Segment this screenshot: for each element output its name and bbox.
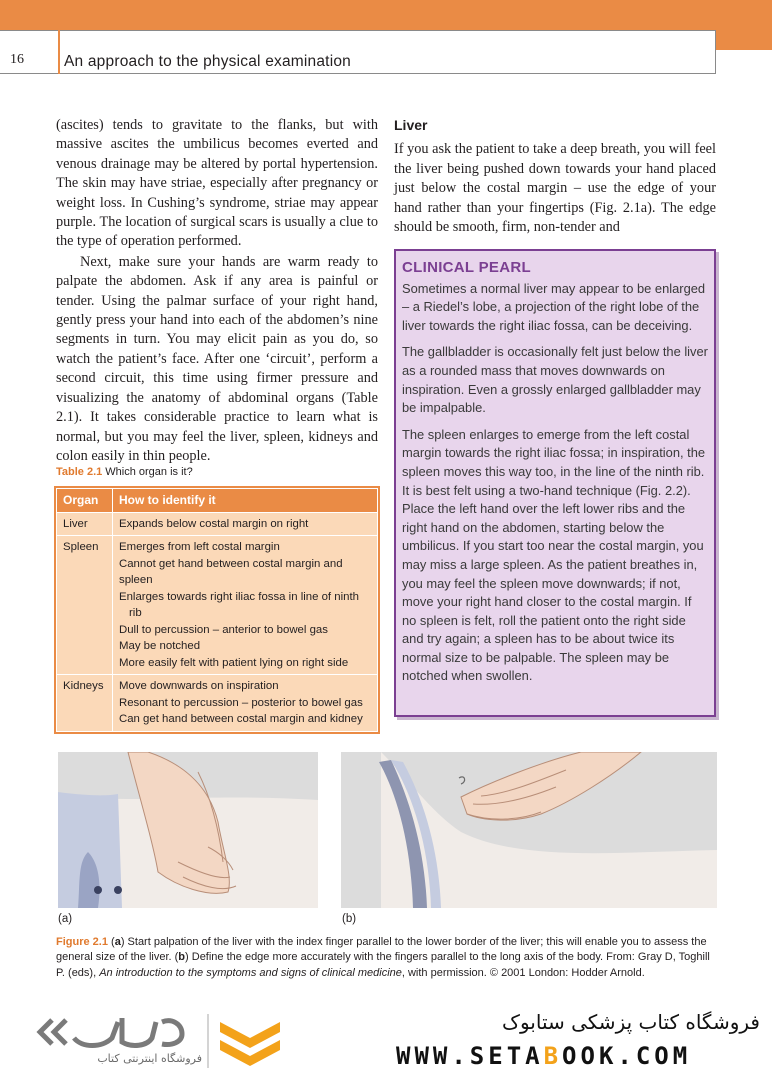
identify-item: More easily felt with patient lying on right side	[119, 656, 349, 669]
figure-2-1b-liver-edge-illustration	[341, 752, 717, 908]
header-divider	[58, 0, 60, 74]
identify-item: Move downwards on inspiration	[119, 680, 279, 692]
figure-2-1a-liver-palpation-illustration	[58, 752, 318, 908]
page-number: 16	[10, 52, 24, 67]
caption-text: ) Define the edge more accurately with the fingers parallel to the long axis of the body. From: Gray D, Toghill P. (eds),	[56, 951, 710, 979]
table-header-cell: Organ	[57, 489, 113, 513]
organ-identification-table	[56, 488, 378, 732]
url-accent-letter: B	[543, 1042, 563, 1070]
table-header-cell: How to identify it	[113, 489, 378, 513]
table-header-row	[57, 489, 378, 513]
identify-item: Dull to percussion – anterior to bowel gas	[119, 623, 328, 636]
section-heading-liver: Liver	[394, 117, 428, 133]
figure-label-b: (b)	[342, 913, 357, 925]
table-row	[57, 512, 378, 536]
identify-item: May be notched	[119, 640, 201, 652]
caption-book-title: An introduction to the symptoms and signs of clinical medicine	[99, 966, 402, 979]
table-caption-text: Which organ is it?	[105, 466, 193, 478]
body-paragraph: If you ask the patient to take a deep breath, you will feel the liver being pushed down towards your hand placed just below the costal margin – use the edge of your hand rather than your fingertips (Fig. 2.1a). The edge should be smooth, firm, non-tender and	[394, 141, 716, 236]
identify-item: Emerges from left costal margin	[119, 541, 280, 553]
clinical-pearl-title: CLINICAL PEARL	[402, 259, 531, 276]
identify-item: rib	[129, 607, 142, 619]
pearl-paragraph: The spleen enlarges to emerge from the left costal margin towards the right iliac fossa; in inspiration, the spleen moves this way too, in the line of the ninth rib. It is best felt using a two-hand technique (Fig. 2.2). Place the left hand over the left lower ribs and the right hand on the abdomen, starting below the umbilicus. If you start too near the costal margin, you may miss a large spleen. As the patient breathes in, you may feel the spleen move downwards; if not, move your right hand closer to the costal margin. If no spleen is felt, roll the patient onto the right side and try again; a spleen has to be about twice its normal size to be palpable. The spleen may be notched when swollen.	[402, 426, 706, 684]
caption-text: ) Start palpation of the liver with the index finger parallel to the lower border of the liver; this will enable you to assess the general size of the liver. (	[56, 936, 707, 964]
store-url	[396, 1042, 762, 1070]
figure-label-a: (a)	[58, 913, 73, 925]
palpation-illustration-b	[341, 752, 717, 908]
identify-cell	[113, 536, 378, 675]
identify-item: Can get hand between costal margin and kidney	[119, 713, 363, 725]
identify-cell	[113, 675, 378, 732]
body-paragraph: (ascites) tends to gravitate to the flanks, but with massive ascites the umbilicus becomes everted and venous drainage may be altered by portal hypertension. The skin may have striae, especially after pregnancy or weight loss. In Cushing’s syndrome, striae may appear purple. The location of surgical scars is usually a clue to the type of operation performed.	[56, 117, 378, 250]
palpation-illustration-a	[58, 752, 318, 908]
caption-text: (	[107, 936, 115, 948]
pearl-paragraph: The gallbladder is occasionally felt just below the liver as a rounded mass that moves downwards on inspiration. Even a grossly enlarged gallbladder may be impalpable.	[402, 344, 708, 416]
figure-number: Figure 2.1	[56, 936, 108, 948]
organ-cell: Kidneys	[57, 675, 113, 732]
caption-bold-a: a	[114, 936, 121, 948]
identify-item: Enlarges towards right iliac fossa in line of ninth	[119, 590, 359, 603]
caption-bold-b: b	[178, 951, 186, 964]
organ-cell: Spleen	[57, 536, 113, 675]
url-part: WWW.	[396, 1042, 470, 1070]
running-title: An approach to the physical examination	[64, 53, 351, 70]
url-part: SETA	[469, 1042, 544, 1070]
caption-text: , with permission. © 2001 London: Hodder Arnold.	[401, 966, 645, 979]
identify-cell	[113, 512, 378, 536]
url-part: OOK.COM	[562, 1042, 692, 1070]
pearl-paragraph: Sometimes a normal liver may appear to be enlarged – a Riedel’s lobe, a projection of the right lobe of the liver towards the right iliac fossa, can be deceiving.	[402, 280, 706, 333]
organ-cell: Liver	[57, 512, 113, 536]
table-number: Table 2.1	[56, 466, 103, 478]
identify-item: Cannot get hand between costal margin and spleen	[119, 557, 343, 586]
identify-item: Resonant to percussion – posterior to bowel gas	[119, 696, 363, 709]
logo-tagline: فروشگاه اینترنتی کتاب	[97, 1052, 202, 1065]
body-paragraph: Next, make sure your hands are warm ready to palpate the abdomen. Ask if any area is painful or tender. Using the palmar surface of your right hand, gently press your hand into each of the abdomen’s nine segments in turn. You may elicit pain as you do, so watch the patient’s face. After one ‘circuit’, perform a second circuit, this time using firmer pressure and visualizing the anatomy of abdominal organs (Table 2.1). It takes considerable practice to learn what is normal, but you may feel the liver, spleen, kidneys and colon easily in thin people.	[56, 253, 378, 464]
store-title-persian: فروشگاه کتاب پزشکی ستابوک	[502, 1010, 760, 1034]
table-row	[57, 675, 378, 732]
clinical-pearl-box	[394, 249, 716, 717]
table-row	[57, 536, 378, 675]
right-column	[394, 116, 716, 237]
left-column	[56, 116, 378, 466]
setabook-logo	[22, 1008, 302, 1074]
identify-item: Expands below costal margin on right	[119, 517, 309, 530]
figure-caption	[56, 935, 716, 981]
header-color-band	[0, 0, 772, 32]
header-color-band-tab	[714, 32, 772, 50]
table-caption	[56, 466, 193, 478]
